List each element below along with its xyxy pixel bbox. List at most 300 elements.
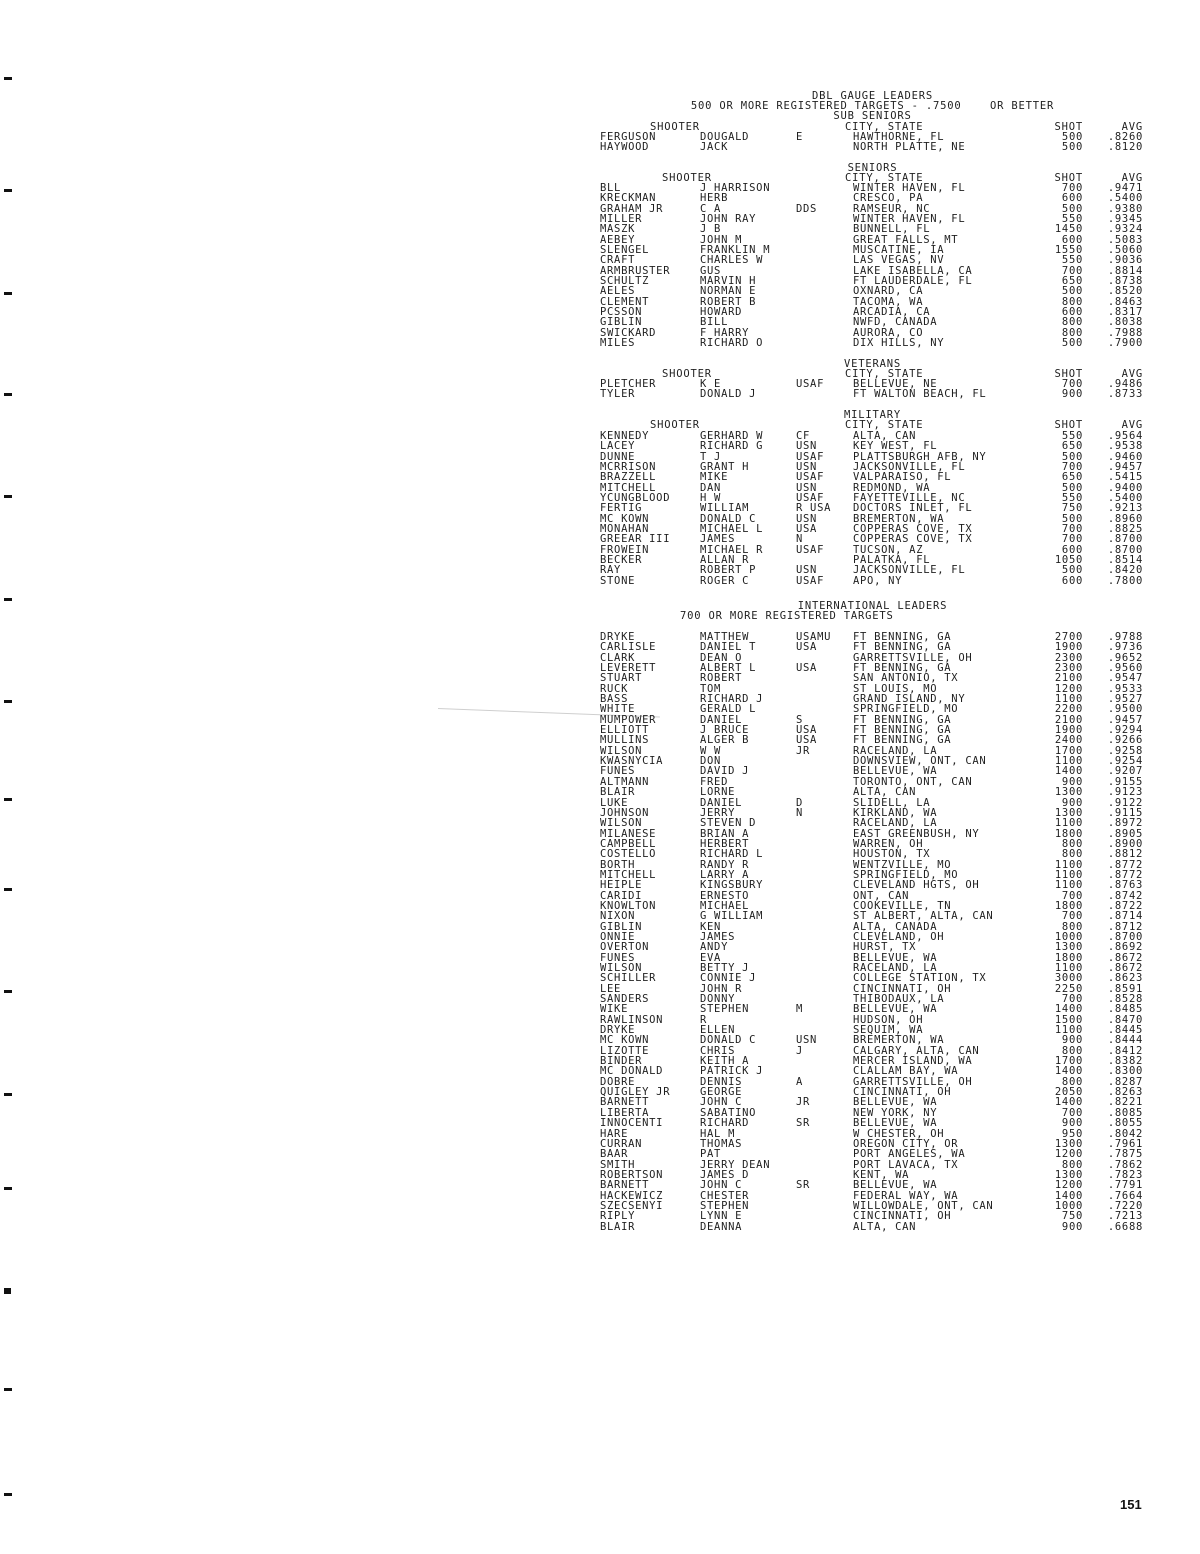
shooter-suffix: JR [796, 744, 811, 757]
city-state: SLIDELL, LA [853, 796, 931, 809]
table-row [600, 849, 1145, 859]
shooter-last-name: WIKE [600, 1003, 629, 1016]
shooter-last-name: FERGUSON [600, 131, 657, 143]
shooter-last-name: ARMBRUSTER [600, 264, 671, 277]
margin-mark [4, 990, 12, 993]
table-seniors [600, 183, 1145, 349]
city-state: COLLEGE STATION, TX [853, 972, 987, 985]
city-state: AURORA, CO [853, 326, 924, 339]
international-subtitle [600, 611, 1145, 622]
average: .8742 [1107, 889, 1143, 902]
average: .8692 [1107, 941, 1143, 954]
margin-mark [4, 700, 12, 703]
city-state: SPRINGFIELD, MO [853, 868, 959, 881]
city-state: CINCINNATI, OH [853, 1086, 952, 1099]
shooter-suffix: USA [796, 724, 818, 737]
shooter-first-name: DAVID J [700, 765, 750, 778]
section-title-international: INTERNATIONAL LEADERS [797, 600, 948, 612]
shooter-first-name: GEORGE [700, 1086, 743, 1099]
shooter-first-name: BETTY J [700, 962, 750, 974]
shooter-last-name: FERTIG [600, 502, 643, 515]
shooter-first-name: ELLEN [700, 1024, 736, 1037]
shooter-suffix: USAF [796, 378, 825, 390]
average: .8317 [1107, 306, 1143, 319]
shot-count: 1300 [1054, 1168, 1083, 1181]
shooter-first-name: DANIEL [700, 796, 743, 809]
shooter-last-name: LIZOTTE [600, 1044, 650, 1057]
shot-count: 800 [1061, 1158, 1083, 1171]
shooter-suffix: USAMU [796, 631, 832, 643]
shooter-last-name: SZECSENYI [600, 1199, 664, 1212]
average: .8120 [1107, 141, 1143, 154]
shooter-first-name: RICHARD O [700, 337, 764, 350]
average: .8445 [1107, 1024, 1143, 1037]
city-state: CALGARY, ALTA, CAN [853, 1044, 980, 1057]
average: .8085 [1107, 1106, 1143, 1119]
city-state: ALTA, CANADA [853, 920, 938, 933]
shooter-last-name: MC KOWN [600, 1034, 650, 1047]
city-state: SAN ANTONIO, TX [853, 672, 959, 685]
shooter-first-name: NORMAN E [700, 285, 757, 298]
shot-count: 800 [1061, 920, 1083, 933]
shot-count: 550 [1061, 213, 1083, 226]
city-state: OREGON CITY, OR [853, 1137, 959, 1150]
shooter-first-name: CHRIS [700, 1044, 736, 1057]
shooter-first-name: STEPHEN [700, 1003, 750, 1016]
shooter-first-name: DONALD C [700, 512, 757, 525]
city-state: NORTH PLATTE, NE [853, 141, 966, 154]
section-title-sub-seniors: SUB SENIORS [833, 110, 912, 122]
shooter-last-name: SCHILLER [600, 972, 657, 985]
average: .8714 [1107, 910, 1143, 923]
shooter-last-name: PCSSON [600, 306, 643, 319]
shot-count: 2250 [1054, 982, 1083, 995]
shooter-suffix: DDS [796, 202, 818, 215]
shooter-last-name: FROWEIN [600, 543, 650, 556]
shot-count: 550 [1061, 430, 1083, 442]
shooter-first-name: CHARLES W [700, 254, 764, 267]
shooter-first-name: HAL M [700, 1127, 736, 1140]
shooter-first-name: RICHARD [700, 1117, 750, 1130]
average: .9324 [1107, 223, 1143, 236]
shot-count: 1300 [1054, 1137, 1083, 1150]
margin-mark [4, 495, 12, 498]
city-state: REDMOND, WA [853, 481, 931, 494]
table-veterans [600, 379, 1145, 400]
average: .7961 [1107, 1137, 1143, 1150]
shot-count: 1050 [1054, 554, 1083, 567]
shooter-first-name: KEN [700, 920, 722, 933]
table-row [600, 338, 1145, 348]
city-state: PLATTSBURGH AFB, NY [853, 450, 987, 463]
col-city: CITY, STATE [845, 419, 924, 431]
shooter-suffix: USAF [796, 543, 825, 556]
col-shooter: SHOOTER [662, 368, 712, 380]
table-row [600, 818, 1145, 828]
city-state: LAKE ISABELLA, CA [853, 264, 973, 277]
average: .5400 [1107, 492, 1143, 505]
shot-count: 700 [1061, 1106, 1083, 1119]
shot-count: 2300 [1054, 651, 1083, 664]
shooter-first-name: EVA [700, 951, 722, 964]
average: .9266 [1107, 734, 1143, 747]
average: .8972 [1107, 817, 1143, 830]
shooter-first-name: BILL [700, 316, 729, 329]
shooter-first-name: DOUGALD [700, 131, 750, 143]
average: .9380 [1107, 202, 1143, 215]
average: .9736 [1107, 641, 1143, 654]
shooter-suffix: USAF [796, 450, 825, 463]
city-state: ST ALBERT, ALTA, CAN [853, 910, 994, 923]
shot-count: 550 [1061, 254, 1083, 267]
city-state: WILLOWDALE, ONT, CAN [853, 1199, 994, 1212]
average: .9207 [1107, 765, 1143, 778]
shot-count: 1300 [1054, 786, 1083, 799]
shooter-last-name: JOHNSON [600, 806, 650, 819]
shooter-first-name: STEPHEN [700, 1199, 750, 1212]
shooter-first-name: DONNY [700, 993, 736, 1006]
average: .7213 [1107, 1210, 1143, 1223]
average: .8738 [1107, 275, 1143, 288]
city-state: ALTA, CAN [853, 1220, 917, 1233]
shot-count: 1200 [1054, 682, 1083, 695]
average: .5415 [1107, 471, 1143, 484]
shooter-suffix: USA [796, 641, 818, 654]
shot-count: 800 [1061, 316, 1083, 329]
shot-count: 800 [1061, 326, 1083, 339]
shooter-suffix: S [796, 713, 804, 726]
shooter-suffix: SR [796, 1117, 811, 1130]
shot-count: 650 [1061, 440, 1083, 453]
shooter-suffix: E [796, 131, 804, 143]
average: .8528 [1107, 993, 1143, 1006]
shooter-first-name: JOHN RAY [700, 213, 757, 226]
city-state: GRAND ISLAND, NY [853, 693, 966, 706]
city-state: BELLEVUE, NE [853, 378, 938, 390]
city-state: BELLEVUE, WA [853, 951, 938, 964]
city-state: HUDSON, OH [853, 1013, 924, 1026]
average: .7823 [1107, 1168, 1143, 1181]
shooter-last-name: KWASNYCIA [600, 755, 664, 768]
shot-count: 1100 [1054, 962, 1083, 974]
col-shot: SHOT [1054, 172, 1083, 184]
shooter-suffix: D [796, 796, 804, 809]
shooter-first-name: MIKE [700, 471, 729, 484]
shooter-first-name: RICHARD L [700, 848, 764, 861]
shooter-last-name: RAWLINSON [600, 1013, 664, 1026]
average: .8382 [1107, 1055, 1143, 1068]
shooter-last-name: COSTELLO [600, 848, 657, 861]
shot-count: 700 [1061, 889, 1083, 902]
table-row [600, 1222, 1145, 1232]
shot-count: 1200 [1054, 1148, 1083, 1161]
shooter-first-name: JOHN C [700, 1096, 743, 1109]
average: .9560 [1107, 662, 1143, 675]
average: .9400 [1107, 481, 1143, 494]
shooter-last-name: GREEAR III [600, 533, 671, 546]
shot-count: 1300 [1054, 941, 1083, 954]
city-state: COOKEVILLE, TN [853, 899, 952, 912]
shooter-last-name: SCHULTZ [600, 275, 650, 288]
shooter-last-name: CAMPBELL [600, 837, 657, 850]
shot-count: 1900 [1054, 641, 1083, 654]
city-state: ARCADIA, CA [853, 306, 931, 319]
city-state: HOUSTON, TX [853, 848, 931, 861]
average: .8470 [1107, 1013, 1143, 1026]
shooter-last-name: RIPLY [600, 1210, 636, 1223]
city-state: THIBODAUX, LA [853, 993, 945, 1006]
shot-count: 800 [1061, 1044, 1083, 1057]
shot-count: 900 [1061, 775, 1083, 788]
city-state: FT BENNING, GA [853, 734, 952, 747]
average: .8772 [1107, 868, 1143, 881]
shooter-last-name: MONAHAN [600, 523, 650, 536]
city-state: FT BENNING, GA [853, 724, 952, 737]
margin-mark [4, 393, 12, 396]
average: .9254 [1107, 755, 1143, 768]
shot-count: 1100 [1054, 858, 1083, 871]
shooter-first-name: LYNN E [700, 1210, 743, 1223]
average: .9564 [1107, 430, 1143, 442]
average: .8300 [1107, 1065, 1143, 1078]
city-state: HURST, TX [853, 941, 917, 954]
shooter-suffix: USA [796, 523, 818, 536]
shooter-last-name: BRAZZELL [600, 471, 657, 484]
shooter-last-name: MC DONALD [600, 1065, 664, 1078]
shooter-suffix: JR [796, 1096, 811, 1109]
city-state: HAWTHORNE, FL [853, 131, 945, 143]
city-state: BELLEVUE, WA [853, 1117, 938, 1130]
average: .8712 [1107, 920, 1143, 933]
city-state: ST LOUIS, MO [853, 682, 938, 695]
shot-count: 500 [1061, 481, 1083, 494]
average: .9652 [1107, 651, 1143, 664]
shot-count: 1400 [1054, 1065, 1083, 1078]
shot-count: 500 [1061, 450, 1083, 463]
col-shot: SHOT [1054, 368, 1083, 380]
city-state: TORONTO, ONT, CAN [853, 775, 973, 788]
shot-count: 500 [1061, 564, 1083, 577]
shooter-last-name: LEE [600, 982, 622, 995]
shot-count: 500 [1061, 512, 1083, 525]
shot-count: 2200 [1054, 703, 1083, 716]
shooter-first-name: ROBERT [700, 672, 743, 685]
table-sub-seniors [600, 132, 1145, 153]
col-city: CITY, STATE [845, 368, 924, 380]
col-shooter: SHOOTER [650, 419, 700, 431]
shooter-last-name: MASZK [600, 223, 636, 236]
average: .9500 [1107, 703, 1143, 716]
shooter-last-name: MITCHELL [600, 868, 657, 881]
shooter-last-name: CARLISLE [600, 641, 657, 654]
shooter-last-name: DRYKE [600, 1024, 636, 1037]
shooter-last-name: RAY [600, 564, 622, 577]
shot-count: 700 [1061, 523, 1083, 536]
doc-title: DBL GAUGE LEADERS [811, 90, 934, 102]
shot-count: 600 [1061, 543, 1083, 556]
shooter-first-name: ANDY [700, 941, 729, 954]
city-state: RACELAND, LA [853, 744, 938, 757]
shooter-last-name: MILES [600, 337, 636, 350]
city-state: KIRKLAND, WA [853, 806, 938, 819]
average: .8623 [1107, 972, 1143, 985]
shooter-first-name: DEAN O [700, 651, 743, 664]
shot-count: 2050 [1054, 1086, 1083, 1099]
shooter-first-name: K E [700, 378, 722, 390]
average: .8260 [1107, 131, 1143, 143]
col-city: CITY, STATE [845, 172, 924, 184]
shooter-last-name: RUCK [600, 682, 629, 695]
average: .9115 [1107, 806, 1143, 819]
table-row [600, 389, 1145, 399]
col-city: CITY, STATE [845, 121, 924, 133]
shooter-last-name: MULLINS [600, 734, 650, 747]
table-international [600, 632, 1145, 1232]
shooter-last-name: BORTH [600, 858, 636, 871]
shooter-last-name: MITCHELL [600, 481, 657, 494]
average: .8591 [1107, 982, 1143, 995]
average: .8825 [1107, 523, 1143, 536]
shooter-last-name: ELLIOTT [600, 724, 650, 737]
average: .7900 [1107, 337, 1143, 350]
shooter-last-name: DUNNE [600, 450, 636, 463]
shooter-last-name: WILSON [600, 744, 643, 757]
shooter-last-name: BLL [600, 182, 622, 194]
shot-count: 900 [1061, 1220, 1083, 1233]
shooter-last-name: DOBRE [600, 1075, 636, 1088]
shot-count: 1000 [1054, 930, 1083, 943]
col-shooter: SHOOTER [662, 172, 712, 184]
shooter-last-name: FUNES [600, 951, 636, 964]
shot-count: 1800 [1054, 951, 1083, 964]
shooter-first-name: THOMAS [700, 1137, 743, 1150]
shooter-first-name: MICHAEL [700, 899, 750, 912]
city-state: TACOMA, WA [853, 295, 924, 308]
city-state: MUSCATINE, IA [853, 244, 945, 257]
shot-count: 800 [1061, 837, 1083, 850]
shooter-first-name: HERBERT [700, 837, 750, 850]
margin-mark [4, 189, 12, 192]
shot-count: 550 [1061, 492, 1083, 505]
shot-count: 1100 [1054, 1024, 1083, 1037]
shooter-last-name: FUNES [600, 765, 636, 778]
shooter-last-name: BASS [600, 693, 629, 706]
shot-count: 800 [1061, 848, 1083, 861]
margin-mark [4, 1093, 12, 1096]
shot-count: 700 [1061, 182, 1083, 194]
average: .7988 [1107, 326, 1143, 339]
shooter-last-name: KRECKMAN [600, 192, 657, 205]
average: .8520 [1107, 285, 1143, 298]
shooter-last-name: TYLER [600, 388, 636, 401]
shot-count: 1800 [1054, 899, 1083, 912]
shooter-first-name: FRED [700, 775, 729, 788]
city-state: KEY WEST, FL [853, 440, 938, 453]
shooter-first-name: F HARRY [700, 326, 750, 339]
shooter-first-name: CONNIE J [700, 972, 757, 985]
city-state: RAMSEUR, NC [853, 202, 931, 215]
average: .9036 [1107, 254, 1143, 267]
shooter-last-name: QUIGLEY JR [600, 1086, 671, 1099]
shooter-first-name: DANIEL [700, 713, 743, 726]
shooter-last-name: AEBEY [600, 233, 636, 246]
shooter-suffix: USA [796, 734, 818, 747]
shot-count: 600 [1061, 233, 1083, 246]
average: .8463 [1107, 295, 1143, 308]
shooter-suffix: SR [796, 1179, 811, 1192]
shooter-first-name: RICHARD J [700, 693, 764, 706]
city-state: WINTER HAVEN, FL [853, 213, 966, 226]
col-avg: AVG [1121, 368, 1143, 380]
col-avg: AVG [1121, 419, 1143, 431]
shooter-last-name: INNOCENTI [600, 1117, 664, 1130]
shooter-last-name: OVERTON [600, 941, 650, 954]
margin-mark [4, 888, 12, 891]
city-state: BELLEVUE, WA [853, 1096, 938, 1109]
shooter-last-name: AELES [600, 285, 636, 298]
shooter-last-name: CARIDI [600, 889, 643, 902]
shot-count: 900 [1061, 1034, 1083, 1047]
shot-count: 3000 [1054, 972, 1083, 985]
shooter-first-name: GRANT H [700, 461, 750, 474]
table-row [600, 1149, 1145, 1159]
shot-count: 900 [1061, 796, 1083, 809]
shooter-first-name: LORNE [700, 786, 736, 799]
shot-count: 650 [1061, 275, 1083, 288]
city-state: CINCINNATI, OH [853, 982, 952, 995]
shooter-first-name: JOHN M [700, 233, 743, 246]
shooter-last-name: BARNETT [600, 1179, 650, 1192]
city-state: NEW YORK, NY [853, 1106, 938, 1119]
shooter-first-name: HOWARD [700, 306, 743, 319]
city-state: FT WALTON BEACH, FL [853, 388, 987, 401]
average: .9294 [1107, 724, 1143, 737]
city-state: W CHESTER, OH [853, 1127, 945, 1140]
shooter-last-name: BLAIR [600, 786, 636, 799]
average: .8772 [1107, 858, 1143, 871]
city-state: BREMERTON, WA [853, 512, 945, 525]
average: .7800 [1107, 574, 1143, 587]
average: .9123 [1107, 786, 1143, 799]
city-state: WARREN, OH [853, 837, 924, 850]
shot-count: 700 [1061, 461, 1083, 474]
table-row [600, 576, 1145, 586]
shooter-first-name: JERRY [700, 806, 736, 819]
average: .5400 [1107, 192, 1143, 205]
shooter-last-name: LIBERTA [600, 1106, 650, 1119]
shooter-last-name: BAAR [600, 1148, 629, 1161]
table-row [600, 1180, 1145, 1190]
shooter-first-name: HERB [700, 192, 729, 205]
shooter-first-name: MARVIN H [700, 275, 757, 288]
shooter-first-name: RICHARD G [700, 440, 764, 453]
shooter-first-name: J HARRISON [700, 182, 771, 194]
shot-count: 2400 [1054, 734, 1083, 747]
city-state: CLEVELAND, OH [853, 930, 945, 943]
city-state: LAS VEGAS, NV [853, 254, 945, 267]
shot-count: 900 [1061, 1117, 1083, 1130]
average: .9533 [1107, 682, 1143, 695]
shooter-last-name: WILSON [600, 817, 643, 830]
shooter-first-name: MICHAEL L [700, 523, 764, 536]
shooter-first-name: DANIEL T [700, 641, 757, 654]
city-state: ALTA, CAN [853, 786, 917, 799]
shooter-first-name: DAN [700, 481, 722, 494]
city-state: EAST GREENBUSH, NY [853, 827, 980, 840]
city-state: ALTA, CAN [853, 430, 917, 442]
shooter-last-name: SANDERS [600, 993, 650, 1006]
city-state: ONT, CAN [853, 889, 910, 902]
